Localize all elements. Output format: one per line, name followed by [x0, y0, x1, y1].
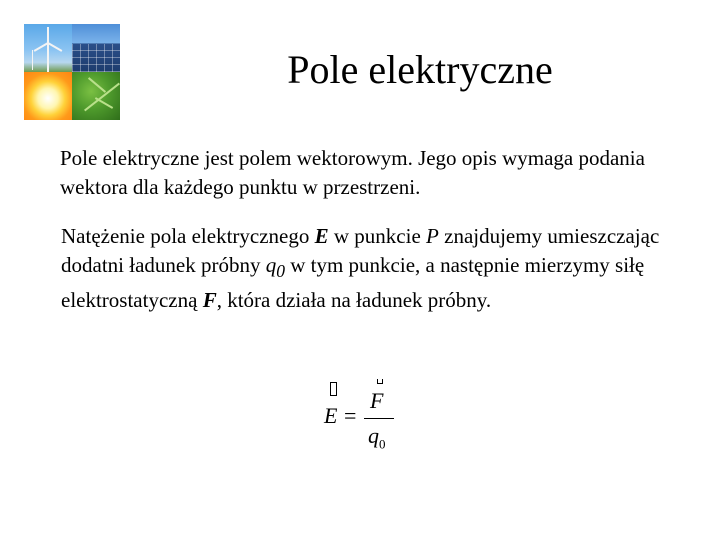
symbol-E: E	[314, 224, 329, 248]
formula	[318, 378, 408, 458]
formula-numerator: F	[370, 388, 384, 413]
formula-denominator: $q_0$	[368, 423, 386, 452]
vector-arrow-icon	[377, 379, 383, 384]
leaf-image	[72, 72, 120, 120]
symbol-F: F	[202, 288, 217, 313]
formula-lhs: E	[324, 403, 338, 428]
symbol-q0: $q_0$	[265, 253, 285, 282]
logo	[24, 24, 120, 120]
vector-arrow-icon	[330, 382, 337, 396]
symbol-P: P	[426, 224, 439, 248]
fraction-bar	[364, 418, 394, 419]
wind-turbine-image	[24, 24, 72, 72]
sun-image	[24, 72, 72, 120]
formula-equals: =	[344, 403, 357, 428]
paragraph-field-strength: Natężenie pola elektrycznego E w punkcie P znajdujemy umieszczając dodatni ładunek próbny $q_0$ w tym punkcie, a następnie mierzymy siłę elektrostatyczną F, która działa na ładunek próbny.	[61, 224, 660, 313]
solar-panel-image	[72, 24, 120, 72]
paragraph-definition: Pole elektryczne jest polem wektorowym. Jego opis wymaga podania wektora dla każdego punktu w przestrzeni.	[60, 146, 645, 199]
slide-title: Pole elektryczne	[287, 47, 553, 92]
